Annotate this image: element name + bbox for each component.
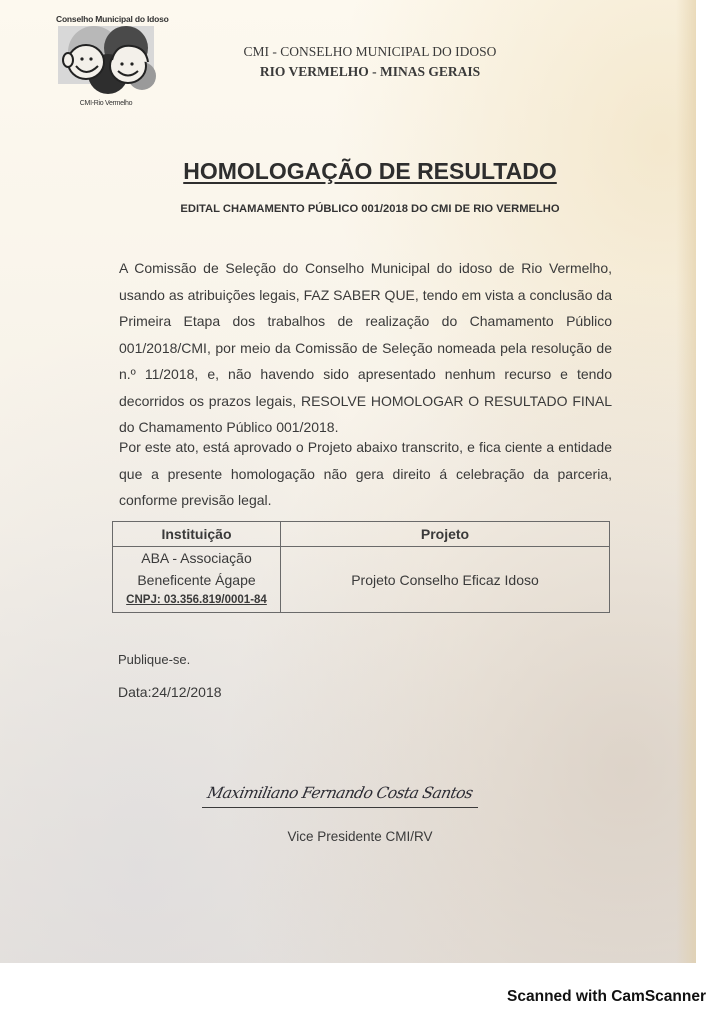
institution-name-line1: ABA - Associação xyxy=(141,550,252,566)
document-date: Data:24/12/2018 xyxy=(118,684,222,700)
document-title: HOMOLOGAÇÃO DE RESULTADO xyxy=(183,158,557,184)
signature-handwritten-name: Maximiliano Fernando Costa Santos xyxy=(205,784,475,802)
document-subtitle: EDITAL CHAMAMENTO PÚBLICO 001/2018 DO CMI DE RIO VERMELHO xyxy=(180,203,560,215)
signature-line xyxy=(202,807,478,808)
institution-cell xyxy=(113,547,281,613)
elderly-faces-logo-icon xyxy=(56,26,156,96)
column-header-institution: Instituição xyxy=(113,522,281,547)
institution-cnpj: CNPJ: 03.356.819/0001-84 xyxy=(126,594,267,606)
logo-title: Conselho Municipal do Idoso xyxy=(56,14,169,24)
result-table xyxy=(112,521,610,613)
logo-caption: CMI-Rio Vermelho xyxy=(79,100,133,107)
handwritten-signature xyxy=(200,778,480,814)
organization-location: RIO VERMELHO - MINAS GERAIS xyxy=(259,64,481,79)
paragraph-approval: Por este ato, está aprovado o Projeto abaixo transcrito, e fica ciente a entidade que a presente homologação não gera direito á celebração da parceria, conforme previsão legal. xyxy=(119,439,612,508)
project-cell: Projeto Conselho Eficaz Idoso xyxy=(281,547,610,613)
column-header-project: Projeto xyxy=(281,522,610,547)
signer-role: Vice Presidente CMI/RV xyxy=(287,829,433,844)
organization-name: CMI - CONSELHO MUNICIPAL DO IDOSO xyxy=(243,44,497,59)
table-row xyxy=(113,547,610,613)
paragraph-resolution: A Comissão de Seleção do Conselho Municipal do idoso de Rio Vermelho, usando as atribuições legais, FAZ SABER QUE, tendo em vista a conclusão da Primeira Etapa dos trabalhos de realização do Chamamento Público 001/2018/CMI, por meio da Comissão de Seleção nomeada pela resolução de n.º 11/2018, e, não havendo sido apresentado nenhum recurso e tendo decorridos os prazos legais, RESOLVE HOMOLOGAR O RESULTADO FINAL do Chamamento Público 001/2018. xyxy=(119,260,612,435)
council-logo xyxy=(56,12,169,112)
publish-notice: Publique-se. xyxy=(118,652,191,667)
camscanner-watermark: Scanned with CamScanner xyxy=(507,988,706,1005)
institution-name-line2: Beneficente Ágape xyxy=(137,572,256,588)
table-header-row xyxy=(113,522,610,547)
page-edge-shadow xyxy=(676,0,696,963)
